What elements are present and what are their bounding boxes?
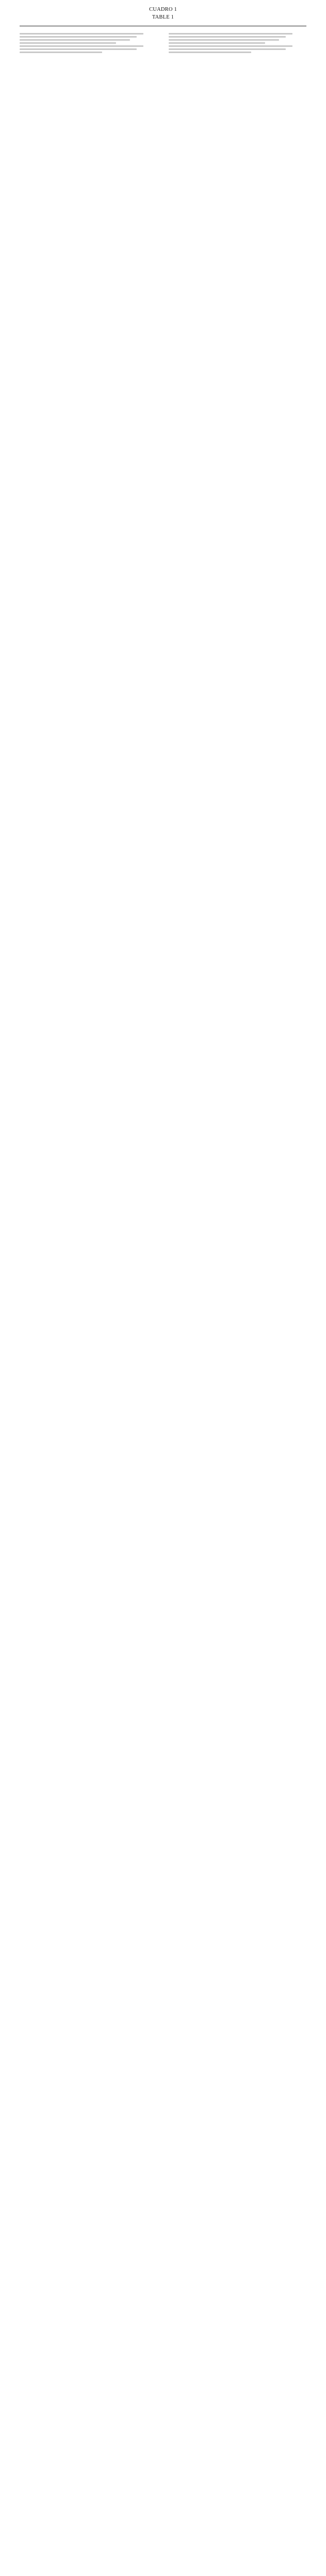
references-right-column <box>169 31 306 57</box>
right-text-block <box>169 33 306 53</box>
reference-columns <box>20 31 306 57</box>
left-text-block <box>20 33 157 53</box>
table-label-es: CUADRO 1 <box>149 7 177 12</box>
table-header <box>20 7 306 21</box>
references-left-column <box>20 31 157 57</box>
table-label-en: TABLE 1 <box>152 14 174 20</box>
